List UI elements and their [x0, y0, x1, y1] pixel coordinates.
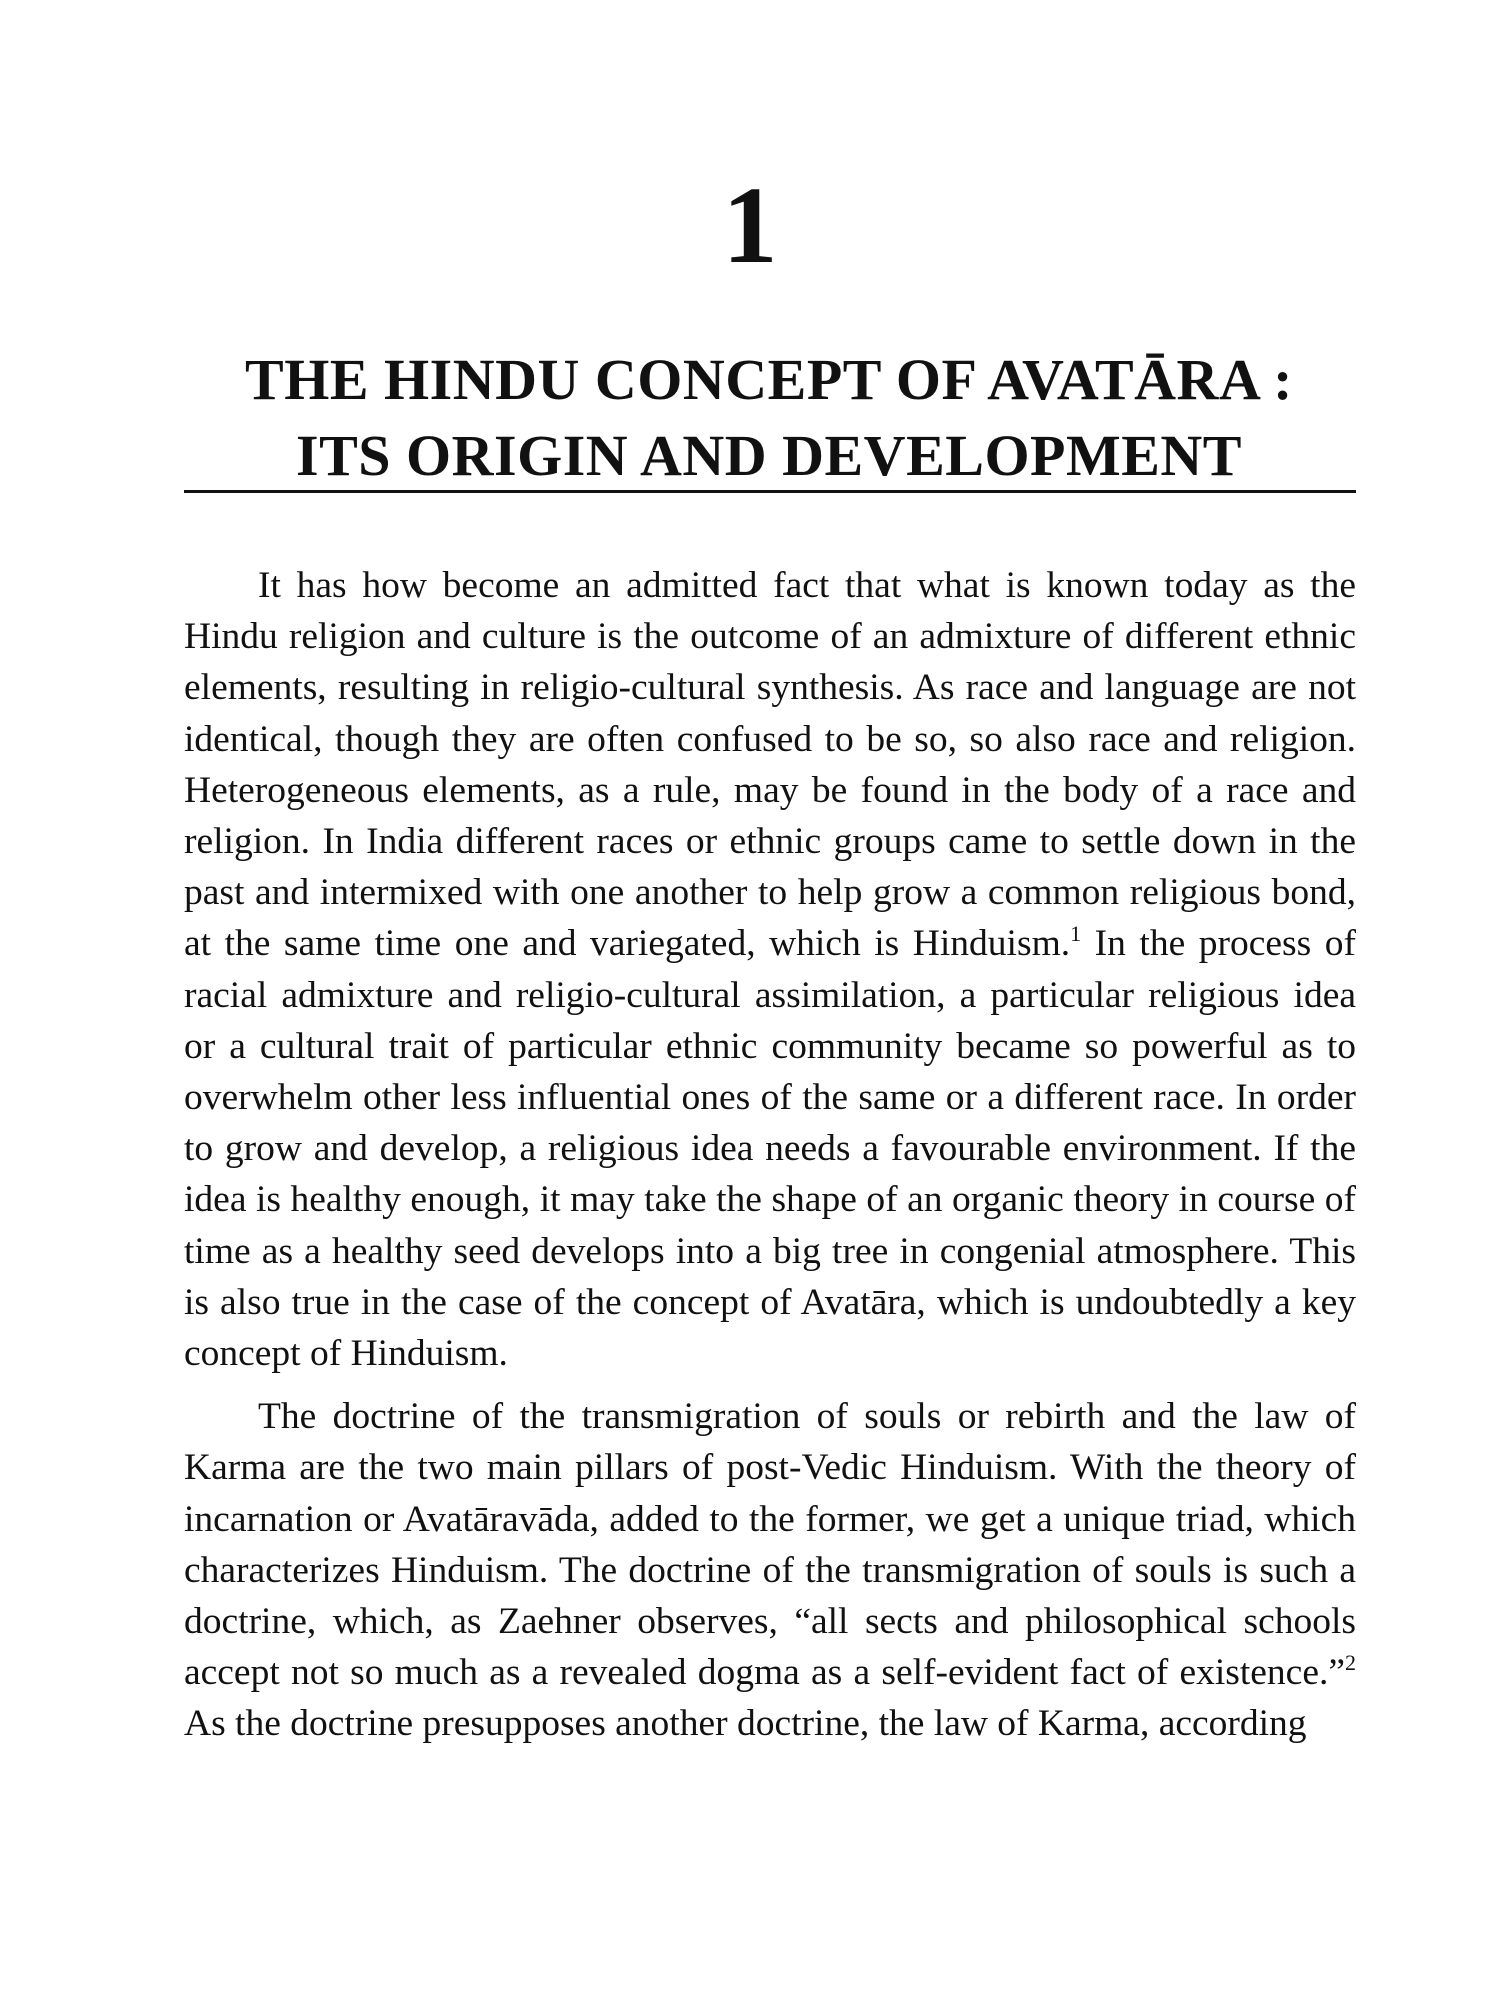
paragraph-2-text-a: The doctrine of the transmigration of souls or rebirth and the law of Karma are the two main pillars of post-Vedic Hinduism. With the theory of incarnation or Avatāravāda, added to the former, we get a unique triad, which characterizes Hinduism. The doctrine of the transmigration of souls is such a doctrine, which, as Zaehner observes, “all sects and philosophical schools accept not so much as a revealed dogma as a self-evident fact of existence.” — [184, 1396, 1356, 1694]
chapter-number: 1 — [722, 164, 778, 286]
chapter-title-line-1: THE HINDU CONCEPT OF AVATĀRA : — [245, 347, 1293, 412]
paragraph-1 — [184, 560, 1356, 1379]
paragraph-2-text-b: As the doctrine presupposes another doctrine, the law of Karma, according — [184, 1703, 1307, 1745]
body-text — [184, 560, 1356, 1762]
footnote-reference-1: 1 — [1070, 921, 1082, 947]
footnote-reference-2: 2 — [1345, 1650, 1356, 1676]
title-underline-rule — [184, 490, 1356, 493]
chapter-title-line-2: ITS ORIGIN AND DEVELOPMENT — [296, 423, 1242, 488]
paragraph-2 — [184, 1391, 1356, 1749]
paragraph-1-text-a: It has how become an admitted fact that what is known today as the Hindu religion and culture is the outcome of an admixture of different ethnic elements, resulting in religio-cultural synthesis. As race and language are not identical, though they are often confused to be so, so also race and religion. Heterogeneous elements, as a rule, may be found in the body of a race and religion. In India different races or ethnic groups came to settle down in the past and intermixed with one another to help grow a common religious bond, at the same time one and variegated, which is Hinduism. — [184, 565, 1356, 965]
paragraph-1-text-b: In the process of racial admixture and religio-cultural assimilation, a particular religious idea or a cultural trait of particular ethnic community became so powerful as to overwhelm other less influential ones of the same or a different race. In order to grow and develop, a religious idea needs a favourable environment. If the idea is healthy enough, it may take the shape of an organic theory in course of time as a healthy seed develops into a big tree in congenial atmosphere. This is also true in the case of the concept of Avatāra, which is undoubtedly a key concept of Hinduism. — [184, 923, 1356, 1375]
chapter-title — [180, 342, 1358, 494]
